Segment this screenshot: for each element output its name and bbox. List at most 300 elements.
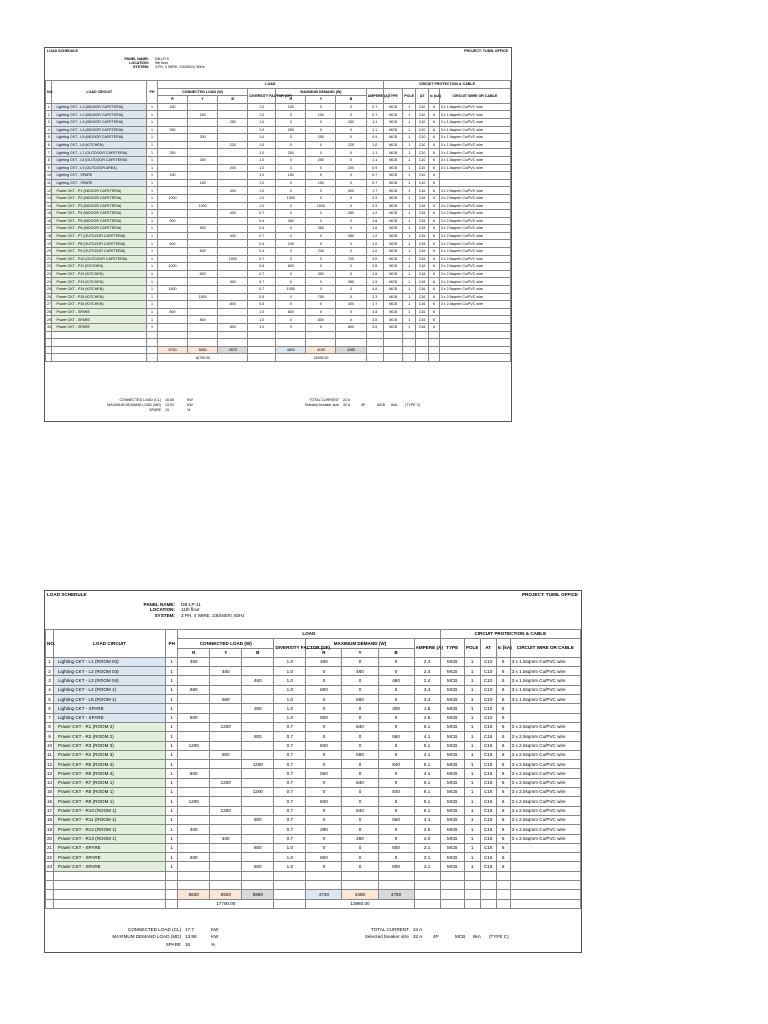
panel-info <box>125 602 245 618</box>
connected-y: 250 <box>188 156 218 164</box>
blank-cell <box>416 346 429 354</box>
demand-r: 0 <box>276 141 306 149</box>
circuit-description: Lighting CKT - L2 (ROOM 03) <box>54 667 166 676</box>
blank-cell <box>416 354 429 362</box>
breaker-type: MCB <box>383 270 402 278</box>
col-header-phase-y: Y <box>188 96 218 104</box>
col-header-no: NO. <box>46 630 54 658</box>
breaker-rating: C10 <box>416 118 429 126</box>
breaker-pole: 1 <box>403 210 416 218</box>
ampere: 1.7 <box>366 301 383 309</box>
circuit-wire: 3 x 2.5sqmm Cu/PVC wire <box>439 210 510 218</box>
blank-cell <box>403 354 416 362</box>
location: 9th floor <box>155 61 168 66</box>
circuit-description: Power CKT - R13 (ROOM 1) <box>54 834 166 843</box>
phase: 1 <box>166 843 178 852</box>
phase: 1 <box>166 778 178 787</box>
breaker-pole: 1 <box>464 657 480 666</box>
connected-load-unit: KW <box>187 398 193 402</box>
breaker-pole: 1 <box>464 797 480 806</box>
table-row <box>46 118 511 126</box>
demand-r: 560 <box>306 769 342 778</box>
diversity-factor: 1.0 <box>274 695 306 704</box>
breaker-ka: 6 <box>429 164 440 172</box>
demand-y: 0 <box>306 149 336 157</box>
connected-y <box>210 704 242 713</box>
blank-cell <box>414 890 440 899</box>
ampere: 4.6 <box>366 286 383 294</box>
circuit-description: Lighting CKT - L3 (ROOM 04) <box>54 676 166 685</box>
breaker-rating: C10 <box>480 676 496 685</box>
blank-cell <box>383 346 402 354</box>
circuit-wire <box>439 179 510 187</box>
col-header-ph: PH <box>147 81 158 104</box>
blank-cell <box>274 871 306 880</box>
circuit-description: Power CKT - P6 (INDOOR CAFETERIA) <box>52 225 147 233</box>
circuit-description: Lighting CKT - L9 (OUTDOOR AREA) <box>52 164 147 172</box>
ampere: 1.1 <box>366 126 383 134</box>
ampere: 6.1 <box>414 788 440 797</box>
breaker-type: MCB <box>440 676 464 685</box>
spacer <box>205 408 265 412</box>
breaker-rating: C10 <box>480 695 496 704</box>
connected-y <box>210 769 242 778</box>
demand-r: 0 <box>276 225 306 233</box>
circuit-description: Power CKT - SPARE <box>52 308 147 316</box>
breaker-rating: C16 <box>416 255 429 263</box>
blank-cell <box>52 331 147 339</box>
circuit-no: 5 <box>46 134 52 142</box>
phase: 1 <box>147 263 158 271</box>
breaker-pole: 1 <box>403 293 416 301</box>
demand-r: 0 <box>276 270 306 278</box>
breaker-ka: 6 <box>496 760 510 769</box>
breaker-type: MCB <box>383 217 402 225</box>
demand-b: 0 <box>378 853 414 862</box>
demand-b: 200 <box>336 164 366 172</box>
blank-cell <box>366 346 383 354</box>
phase: 1 <box>166 722 178 731</box>
summary-block <box>65 398 451 413</box>
connected-b <box>218 134 248 142</box>
circuit-no: 23 <box>47 272 51 277</box>
connected-r <box>157 248 187 256</box>
phase: 1 <box>147 225 158 233</box>
breaker-rating: C16 <box>416 308 429 316</box>
demand-y: 1000 <box>306 202 336 210</box>
demand-y: 840 <box>342 806 378 815</box>
totals-row <box>46 346 511 354</box>
breaker-ka: 6 <box>496 806 510 815</box>
breaker-size-value: 32 A <box>413 934 423 940</box>
demand-y: 0 <box>306 278 336 286</box>
demand-b: 0 <box>336 126 366 134</box>
blank-cell <box>480 890 496 899</box>
ampere: 1.0 <box>366 248 383 256</box>
demand-y: 150 <box>306 111 336 119</box>
phase: 1 <box>147 232 158 240</box>
blank-cell <box>378 871 414 880</box>
phase: 1 <box>166 741 178 750</box>
demand-b: 0 <box>378 797 414 806</box>
blank-cell <box>54 881 166 890</box>
circuit-no: 20 <box>47 249 51 254</box>
circuit-wire: 3 x 2.5sqmm Cu/PVC wire <box>510 778 580 787</box>
breaker-ka: 6 <box>496 788 510 797</box>
connected-y <box>188 126 218 134</box>
grand-connected-load: 17700.00 <box>178 899 274 908</box>
connected-r <box>157 255 187 263</box>
phase: 1 <box>147 134 158 142</box>
col-header-circuit-protection: CIRCUIT PROTECTION & CABLE <box>440 630 580 639</box>
phase: 1 <box>166 657 178 666</box>
totals-row <box>46 890 581 899</box>
blank-cell <box>242 871 274 880</box>
breaker-pole: 1 <box>464 676 480 685</box>
demand-b: 0 <box>378 825 414 834</box>
connected-r: 460 <box>178 657 210 666</box>
circuit-no: 7 <box>46 713 54 722</box>
connected-y: 800 <box>188 316 218 324</box>
connected-y <box>210 713 242 722</box>
phase: 1 <box>147 210 158 218</box>
connected-b <box>218 225 248 233</box>
phase: 1 <box>147 278 158 286</box>
demand-r: 0 <box>306 732 342 741</box>
total-current-value: 22 A <box>343 398 351 402</box>
breaker-ka: 6 <box>429 134 440 142</box>
diversity-factor: 1.0 <box>248 316 276 324</box>
connected-r <box>178 722 210 731</box>
connected-b: 600 <box>242 862 274 871</box>
connected-b <box>218 156 248 164</box>
demand-r: 0 <box>306 778 342 787</box>
breaker-type: MCB <box>440 685 464 694</box>
ampere: 0.9 <box>366 134 383 142</box>
breaker-rating: C10 <box>480 657 496 666</box>
demand-b: 0 <box>336 316 366 324</box>
demand-y: 0 <box>306 301 336 309</box>
circuit-wire: 3 x 2.5sqmm Cu/PVC wire <box>439 270 510 278</box>
breaker-type: MCB <box>383 149 402 157</box>
spare-unit: % <box>187 408 191 413</box>
diversity-factor: 0.7 <box>274 760 306 769</box>
connected-r: 660 <box>178 685 210 694</box>
circuit-no: 16 <box>46 797 54 806</box>
circuit-wire: 3 x 1.5sqmm Cu/PVC wire <box>439 141 510 149</box>
phase: 1 <box>166 815 178 824</box>
demand-r: 240 <box>276 240 306 248</box>
breaker-pole: 4P <box>361 403 366 408</box>
breaker-type: MCB <box>440 667 464 676</box>
max-demand-label: MAXIMUM DEMAND LOAD (MD) <box>112 934 181 940</box>
phase: 1 <box>166 676 178 685</box>
circuit-description: Power CKT - R8 (ROOM 1) <box>54 788 166 797</box>
diversity-factor: 1.0 <box>248 141 276 149</box>
connected-y: 1500 <box>188 293 218 301</box>
sheet-title: LOAD SCHEDULE <box>47 592 87 597</box>
table-row <box>46 843 581 852</box>
blank-cell <box>54 890 166 899</box>
col-header-type: TYPE <box>383 88 402 103</box>
breaker-ka: 6 <box>496 825 510 834</box>
circuit-wire: 3 x 2.5sqmm Cu/PVC wire <box>510 722 580 731</box>
phase: 1 <box>147 316 158 324</box>
circuit-no: 9 <box>46 732 54 741</box>
demand-y: 0 <box>342 853 378 862</box>
spare-value: 15 <box>185 941 191 947</box>
blank-cell <box>414 899 440 908</box>
connected-b <box>218 103 248 111</box>
ampere: 3.1 <box>414 843 440 852</box>
breaker-rating: C16 <box>480 806 496 815</box>
circuit-description: Power CKT - R11 (ROOM 1) <box>54 815 166 824</box>
col-header-wire: CIRCUIT WIRE OR CABLE <box>439 88 510 103</box>
breaker-type: MCB <box>440 862 464 871</box>
table-row <box>46 286 511 294</box>
connected-b: 800 <box>218 301 248 309</box>
phase: 1 <box>166 667 178 676</box>
ampere: 2.6 <box>366 263 383 271</box>
demand-b: 0 <box>336 286 366 294</box>
breaker-ka: 6 <box>429 270 440 278</box>
table-row <box>46 695 581 704</box>
demand-y: 0 <box>306 187 336 195</box>
total-demand-b: 4760 <box>378 890 414 899</box>
breaker-curve: (TYPE C) <box>489 934 509 940</box>
blank-cell <box>306 331 336 339</box>
breaker-type: MCB <box>383 278 402 286</box>
breaker-rating: C10 <box>416 111 429 119</box>
demand-y: 0 <box>306 141 336 149</box>
circuit-no: 27 <box>47 302 51 307</box>
phase: 1 <box>166 797 178 806</box>
phase: 1 <box>147 202 158 210</box>
col-header-demand-phase-r: R <box>306 648 342 657</box>
breaker-rating: C16 <box>416 202 429 210</box>
connected-y <box>188 308 218 316</box>
breaker-type: MCB <box>440 815 464 824</box>
breaker-rating: C16 <box>416 263 429 271</box>
blank-cell <box>496 890 510 899</box>
demand-y: 0 <box>342 769 378 778</box>
diversity-factor: 1.0 <box>274 713 306 722</box>
diversity-factor: 1.0 <box>274 853 306 862</box>
circuit-no: 17 <box>46 806 54 815</box>
connected-r <box>178 834 210 843</box>
circuit-wire: 3 x 2.5sqmm Cu/PVC wire <box>439 286 510 294</box>
breaker-ka: 6 <box>496 741 510 750</box>
connected-r <box>178 732 210 741</box>
connected-r <box>178 778 210 787</box>
breaker-ka: 6 <box>496 676 510 685</box>
phase: 1 <box>147 240 158 248</box>
demand-r: 0 <box>276 255 306 263</box>
panel-info <box>105 57 205 70</box>
spacer <box>265 408 343 412</box>
breaker-rating: C10 <box>480 713 496 722</box>
connected-r <box>178 862 210 871</box>
connected-r <box>157 187 187 195</box>
demand-r: 0 <box>276 316 306 324</box>
breaker-ka: 6 <box>496 695 510 704</box>
circuit-no: 17 <box>47 226 51 231</box>
breaker-pole: 1 <box>403 187 416 195</box>
phase: 1 <box>147 141 158 149</box>
connected-b <box>242 834 274 843</box>
table-row <box>46 255 511 263</box>
demand-r: 0 <box>306 750 342 759</box>
blank-cell <box>157 339 187 347</box>
diversity-factor: 1.0 <box>274 667 306 676</box>
breaker-rating: C16 <box>480 788 496 797</box>
demand-r: 360 <box>276 217 306 225</box>
breaker-ka: 6 <box>429 194 440 202</box>
col-header-connected-load: CONNECTED LOAD (W) <box>178 639 274 648</box>
breaker-rating: C10 <box>416 164 429 172</box>
diversity-factor: 0.7 <box>274 834 306 843</box>
table-row <box>46 111 511 119</box>
circuit-wire: 3 x 2.5sqmm Cu/PVC wire <box>510 797 580 806</box>
table-row <box>46 263 511 271</box>
circuit-no: 21 <box>46 843 54 852</box>
blank-cell <box>210 871 242 880</box>
spacer <box>413 942 433 947</box>
demand-r: 0 <box>306 760 342 769</box>
connected-r: 500 <box>178 713 210 722</box>
demand-r: 0 <box>276 278 306 286</box>
breaker-type: MCB <box>383 293 402 301</box>
diversity-factor: 0.7 <box>274 806 306 815</box>
demand-b: 0 <box>336 240 366 248</box>
panel-name: DB-LP-9 <box>155 57 169 61</box>
spacer <box>433 942 455 947</box>
breaker-ka: 6 <box>496 862 510 871</box>
demand-r: 0 <box>276 232 306 240</box>
breaker-type: MCB <box>383 263 402 271</box>
blank-cell <box>366 331 383 339</box>
circuit-wire: 3 x 1.5sqmm Cu/PVC wire <box>510 657 580 666</box>
phase: 1 <box>147 293 158 301</box>
demand-y: 840 <box>342 722 378 731</box>
blank-cell <box>429 354 440 362</box>
breaker-pole: 1 <box>403 179 416 187</box>
breaker-ka: 6 <box>496 834 510 843</box>
demand-r: 0 <box>306 695 342 704</box>
ampere: 1.1 <box>366 149 383 157</box>
table-row <box>46 270 511 278</box>
breaker-ka: 6 <box>496 713 510 722</box>
connected-y <box>210 853 242 862</box>
connected-r <box>178 695 210 704</box>
circuit-description: Lighting CKT - L3 (INDOOR CAFETERIA) <box>52 118 147 126</box>
circuit-wire: 3 x 1.5sqmm Cu/PVC wire <box>439 126 510 134</box>
breaker-pole: 1 <box>464 685 480 694</box>
breaker-ka: 6 <box>429 324 440 332</box>
breaker-pole: 1 <box>403 324 416 332</box>
blank-cell <box>403 339 416 347</box>
breaker-pole: 1 <box>403 255 416 263</box>
connected-r: 1000 <box>157 194 187 202</box>
connected-r <box>157 141 187 149</box>
breaker-type: MCB <box>383 210 402 218</box>
connected-y: 150 <box>188 111 218 119</box>
table-row <box>46 815 581 824</box>
diversity-factor: 0.6 <box>248 263 276 271</box>
connected-b <box>218 263 248 271</box>
blank-cell <box>429 331 440 339</box>
total-demand-r: 4740 <box>306 890 342 899</box>
blank-cell <box>274 899 306 908</box>
connected-r <box>178 676 210 685</box>
blank-cell <box>210 881 242 890</box>
demand-r: 0 <box>306 667 342 676</box>
connected-b <box>218 202 248 210</box>
spacer <box>391 398 405 402</box>
breaker-pole: 1 <box>403 111 416 119</box>
connected-load-unit: KW <box>211 927 219 932</box>
circuit-description: Lighting CKT - L4 (ROOM 1) <box>54 685 166 694</box>
blank-cell <box>276 339 306 347</box>
circuit-wire: 3 x 1.5sqmm Cu/PVC wire <box>510 676 580 685</box>
table-row <box>46 194 511 202</box>
spacer <box>455 942 473 947</box>
demand-y: 0 <box>342 676 378 685</box>
circuit-description: Lighting CKT - L5 (ROOM 1) <box>54 695 166 704</box>
circuit-description: Power CKT - SPARE <box>54 843 166 852</box>
demand-b: 600 <box>378 862 414 871</box>
breaker-type: MCB <box>383 103 402 111</box>
connected-y <box>210 676 242 685</box>
circuit-wire: 3 x 2.5sqmm Cu/PVC wire <box>439 278 510 286</box>
demand-b: 0 <box>336 217 366 225</box>
breaker-ka: 6 <box>429 111 440 119</box>
connected-r <box>157 164 187 172</box>
breaker-pole: 1 <box>403 301 416 309</box>
breaker-pole: 1 <box>464 667 480 676</box>
demand-b: 0 <box>336 149 366 157</box>
breaker-type: MCB <box>440 704 464 713</box>
demand-b: 0 <box>378 685 414 694</box>
diversity-factor: 0.7 <box>274 750 306 759</box>
breaker-type: MCB <box>440 741 464 750</box>
breaker-ka: 6 <box>496 685 510 694</box>
table-row <box>46 172 511 180</box>
blank-cell <box>383 354 402 362</box>
phase: 1 <box>147 172 158 180</box>
circuit-no: 22 <box>46 853 54 862</box>
ampere: 1.2 <box>366 210 383 218</box>
breaker-rating: C16 <box>480 722 496 731</box>
grand-total-row <box>46 354 511 362</box>
breaker-rating: C10 <box>416 172 429 180</box>
diversity-factor: 1.0 <box>248 179 276 187</box>
col-header-circuit-protection: CIRCUIT PROTECTION & CABLE <box>383 81 510 89</box>
blank-cell <box>464 881 480 890</box>
spare-label: SPARE <box>149 408 161 413</box>
connected-y <box>188 187 218 195</box>
breaker-ka: 6 <box>496 657 510 666</box>
demand-r: 0 <box>306 862 342 871</box>
breaker-pole: 1 <box>464 788 480 797</box>
table-row <box>46 704 581 713</box>
circuit-description: Lighting CKT - L4 (INDOOR CAFETERIA) <box>52 126 147 134</box>
table-row <box>46 202 511 210</box>
connected-b: 1200 <box>242 788 274 797</box>
spacer <box>233 927 321 932</box>
breaker-type: MCB <box>383 286 402 294</box>
breaker-rating: C16 <box>480 853 496 862</box>
